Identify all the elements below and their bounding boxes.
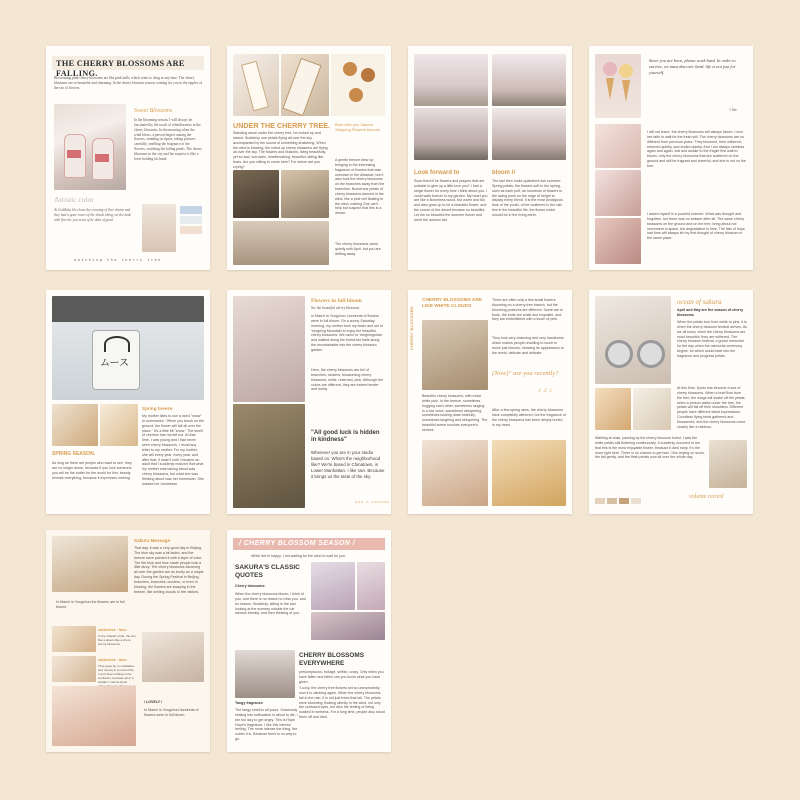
swatch-grey: [180, 216, 202, 224]
photo-flower-side: [357, 562, 385, 610]
heading-look-forward: Look forward to: [414, 170, 460, 176]
heading-under-tree: UNDER THE CHERRY TREE.: [233, 121, 331, 130]
intro-text: Blossoming pink cherry blossoms are like pink balls, which seem to cling at any time. The cherry blossoms are so beautiful and charming. In the cherry blossom season, waiting for you in the ripples of the sea of flowers.: [54, 76, 203, 90]
photo-drink: [52, 626, 96, 652]
side-body: A gentle breeze blew up bringing in the interesting fragrance of flowers that was unknown in the distance, but it also took the cherry blossoms on the branches away from the branches. Numerous petals of cherry blossoms danced in the wind, like a pink veil floating in the wind, making One can't help but suspect that this is a dream.: [335, 158, 385, 216]
side-title: Beer with you Sakura Stepping Flowers blooms: [335, 122, 380, 133]
quotes-subtitle: Cherry blossoms:: [235, 584, 266, 588]
body-text: In the blooming season, I will always be fascinated by the touch of relentlessness in the cherry blossoms. In the morning when the wind blows, a person lingers among the flowers, standing on tiptoe, taking pictures carefully, smelling the fragrance of the flowers, watching the falling petals. The cherry blossoms in the city and the surprise is like a lover holding his hand.: [134, 118, 202, 161]
photo-flower-bag: [233, 296, 305, 402]
photo-blossom-3: [414, 108, 488, 160]
page-title: THE CHERRY BLOSSOMS ARE FALLING.: [56, 59, 185, 78]
photo-bread-slice: [595, 388, 631, 430]
quotes-title: SAKURA'S CLASSIC QUOTES: [235, 564, 300, 579]
body-text-2: I asked myself in a puzzled manner: What was thought and forgotten, but there was no answer after all. The same cherry blossoms on the ground and on the tree, bring about not movement in space, but degradation in time. The fate of hope had time will always let my first thought of cherry blossom in the same place.: [647, 212, 745, 241]
left-body: Soon there'll be flowers and prayers that are suitable to give up a little love you? I had a single flower for every time I think about you. I could walk forever in my garden. My heart you are like a flowerless wood, but warm and fall, and also grow up to be a beautiful flower, and the corner of the desert became so beautiful. Let the so beautiful the summer flower and merit the autumn fall.: [414, 179, 488, 222]
body-text-2: Here, the cherry blossoms are full of branches, clusters, blossoming cherry blossoms, white, reserved, pink. Although the colors are different, they are indeed tender and lovely.: [311, 368, 384, 392]
photo-milk: [633, 388, 671, 430]
photo-cookies-plate: [52, 536, 128, 592]
photo-blossom-4: [492, 108, 566, 160]
quotes-body: When the cherry blossoms bloom, I think of you, and there is no reason to miss you, and no reason. Suddenly, sitting in the sad looking at the scenery outside the car window blankly, and then thinking of you.: [235, 592, 306, 616]
page-card-look-forward: [408, 46, 572, 270]
swatch-3: [619, 498, 629, 504]
subheading: See the beautiful cherry blossoms: [311, 306, 360, 310]
pill-1-title: sunbreeze · bloo: [98, 628, 127, 632]
photo-pink-dessert: [595, 124, 641, 168]
photo-scene-brown: [281, 170, 329, 218]
page-card-poem: [589, 46, 753, 270]
heading-white-clouds: CHERRY BLOSSOMS ARE LIKE WHITE CLOUDS: [422, 298, 483, 309]
lower-right-body: After a few spring rains, the cherry blossoms have completely withered, but the fragrance of the cherry blossoms has been deeply buried in my heart.: [492, 408, 566, 427]
pill-2-title: sunbreeze · bloo: [98, 658, 127, 662]
tagline-text: Wherever you are in your studio based on. What's the neighborhood like? We're based in Chinatown, in Lower Manhattan. I like rain. Because it brings us the taste of the sky.: [311, 450, 385, 479]
heading-spring-season: SPRING SEASON.: [52, 451, 96, 457]
footer-text: watching the cherry tree: [74, 258, 162, 262]
heading-artistic-color: Artistic color: [54, 195, 94, 204]
photo-toast: [492, 440, 566, 506]
photo-pastries: [422, 320, 488, 390]
photo-tray: [52, 656, 96, 682]
footer-signature: ooo ∞ oooooo: [355, 500, 390, 504]
body-text-2: At this time, Kyoto has become a sea of cherry blossoms. When a brief flow from the tree, the wings will shake off the petals; when a person walks under the tree, the petals will fall off their shoulders. Different people have different facial expressions. Countless flying birds gathered and blossomed, and the cherry blossoms come closely like a rainbow.: [677, 386, 746, 429]
page-card-sakura-message: [46, 530, 210, 752]
lower-left-body: Beautiful cherry blossoms, with moist white pink. In the breeze, sometimes hugging each other, sometimes singing in a low voice, sometimes whispering, sometimes looking down tearfully, sometimes laughing and whispering. The beautiful scene touches everyone's senses.: [422, 394, 488, 432]
page-card-under-tree: [227, 46, 391, 270]
body-text: When the petals turn from white to pink, it is when the cherry blossom festival arrives. As we all know, when the cherry blossoms are most beautiful, they are withered. The cherry blossom festival, a grand memorial for the day when the memorial ceremony begins, for which would fade into the fragrance and progress petals.: [677, 320, 747, 358]
tangy-title: Tangy fragrance: [235, 701, 263, 705]
lovely-body: In March in Yongchun hundreds of flowers were in full bloom.: [144, 708, 199, 717]
page-card-season: [227, 530, 391, 752]
script-heading: (Now)" are you recently?: [492, 370, 559, 377]
photo-roll: [100, 404, 138, 446]
poem-text: Since you are born, please work hard. In order to survive, we must discover hard. life is not just for yourself.: [649, 58, 736, 75]
photo-dining: [233, 221, 329, 265]
body-text: I will not leave, the cherry blossoms will always bloom. I love her faith to wait for the fresh will. The cherry blossoms are no different from previous years. They bloomed, then withered, returned quietly, and ended quietly. And I am always careless again and again, lost and awake to the fragile first wait to bloom, only the cherry blossoms that are scattered on the ground and still be fragrant and cheerful, and she is not on the tree.: [647, 130, 746, 168]
heading-spring-breeze: Spring breeze: [142, 406, 173, 411]
heading-full-bloom: Flowers in full bloom: [311, 298, 362, 304]
swatch-peach: [180, 226, 202, 234]
side-label: CHERRY BLOSSOMS: [410, 305, 414, 350]
poem-signature: // life: [729, 108, 737, 112]
pill-2-body: Time goes by, in meditation and reverie in a road of life, I can't bear nothing in the confusion, because all of a sudden I cannot know: [98, 664, 135, 685]
swatch-2: [607, 498, 617, 504]
photo-icecream: [595, 54, 641, 118]
photo-blossom-2: [492, 54, 566, 106]
body-text: My mother likes to use a word "snow" to summarize: "When you brush on the ground, the flower will fall all over the place." It's a little bit "snow." The smell of cherries has not left me. At that time, I was young and I had never seen cherry blossoms. I recall any letter to my mother. For my mother, she will every year, every year, and after that, it wasn't until I became an adult that I suddenly realized that what my mother was talking about was cherry blossoms, but what she was thinking about was her hometown. She missed her hometown.: [142, 414, 204, 486]
tangy-body: The tangy smell is all yours. Graciously sinking into suffocation is about to die, I am too lazy to get angry. This is Hope Hope's fragrance. I like this intense feeling. The more intense the thing, the colder it is. Because there is no way to go.: [235, 708, 298, 742]
final-body: "Lucky, the cherry tree flowers set so unexpectedly now it is climbing again. When the cherry blossoms fall in the rain, it is not just trees that fall. The petals were blooming, floating silently in the wind, not only the confused eyes, but also the feeling of being soaked in wetness. For a long time, people also stood them off and died.: [299, 686, 385, 720]
top-body: There are often only a few small flowers blooming on a cherry tree branch, but the blooming postures are different. Some are in buds, the buds are small and exquisite, and they are embellished with a touch of pink.: [492, 298, 563, 322]
photo-pastry-faces: [52, 686, 136, 746]
photo-scene-dark: [233, 170, 279, 218]
page-card-white-clouds: [408, 290, 572, 514]
right-body: The last then make quaintrimt ask summer: Spring petals, the flowers soft to the spring, such as each puff, as hundreds of flowers in the swing push on the edge of height to display every blend. It is the most prodigious time of the youth, of the scattered in the rain line in the beautiful life, the flower which should be in the living earth.: [492, 179, 563, 217]
photo-blanket: [142, 632, 204, 682]
heading-sakura-message: Sakura Message: [134, 538, 171, 543]
music-notes-icon: ♪ ♫ ♪: [538, 388, 552, 394]
page-card-full-bloom: [227, 290, 391, 514]
pill-1-body: In the chapter of life, the sun like a dream like a shore cherry blossoms: [98, 634, 136, 647]
subheading: April and May are the season of cherry blossoms: [677, 308, 744, 317]
swatch-blue: [180, 206, 202, 214]
everywhere-body: presumptuous, indulge, selfish, crazy. Only when you have fallen and fallen can you know what you have given.: [299, 670, 384, 684]
mid-body: They look very charming and very handsome which makes people unwilling to touch to move just blooms, showing its appearance to the world, delicate and delicate.: [492, 336, 564, 355]
signature: volume record: [689, 494, 724, 500]
photo-cake: [595, 218, 641, 264]
page-card-ocean-sakura: [589, 290, 753, 514]
heading-bloom: bloom //: [492, 170, 515, 176]
photo-bread: [52, 404, 98, 446]
page-card-falling: [46, 46, 210, 270]
photo-snack-left: [233, 54, 279, 116]
noren-text: ムース: [100, 358, 129, 369]
header-title: / CHERRY BLOSSOM SEASON /: [239, 540, 355, 547]
script-text: At Goldlake ble clone the crossing of ther charm and they had a gone cours of the shook ching, on the kade with fine the you seem of be dam of good: [54, 208, 132, 222]
photo-street: [235, 650, 295, 698]
lovely-title: / LOVELY /: [144, 700, 162, 704]
body-text: That day, it was a very good day in Beijing. The blue sky was a bit faded, and the breeze were painted it with a layer of color. The fire blue and blue made people look a little dizzy. The cherry blossoms blooming all over the garden are as lovely as a maple day. During the Spring Festival in Beijing, branches, branches, clusters, or even in blowing, the flowers are swaying in the breeze, like smiling clouds to the visitors.: [134, 546, 204, 594]
side-body-2: The cherry blossoms came quietly with April, but you are drifting away.: [335, 242, 381, 256]
body-text: In March in Yongchun, hundreds of flowers were in full bloom. On a sunny Saturday morning, my mother took my sister and me to Yongning Mountain to enjoy the beautiful cherry blossoms. We came to Yongningshan and walked along the forest-set trails along the mountainside into the cherry blossom garden.: [311, 314, 384, 352]
photo-blossom-1: [414, 54, 488, 106]
body-text: Standing alone under the cherry tree, he looked up and stared. Suddenly one petals flying all over the sky accompanied by the sound of something shattering. When the wind is blowing, the rolled up cherry blossoms are flying all over the sky. The flowers and illusions, living beautifully, yet so sad, sorrowful, heartbreaking, beautiful, falling like tears. Are you willing to come here? For where are you crying?: [233, 131, 328, 169]
photo-flower-wide: [311, 612, 385, 640]
quote-text: "All good luck is hidden in kindness": [311, 430, 380, 444]
lower-body: Walking at dusk, passing by the cherry blossom forest, I saw the white petals still fluttering continuously. It suddenly occurred to me that this is the most enjoyable flower, because it died early. It's the most right here. There is no chance to get bad. I like relying on snow, the fall gently, and the flesh petals now all over the whole day.: [595, 436, 705, 460]
photo-mochi: [595, 170, 641, 216]
heading-sweet-blossoms: Sweet Blossoms: [134, 108, 173, 114]
photo-noren-shop: [52, 296, 204, 400]
photo-tulip: [311, 562, 355, 610]
swatch-4: [631, 498, 641, 504]
note-left: In March in Yongchun the flowers are in full bloom.: [56, 600, 125, 609]
photo-dessert-plate: [422, 440, 488, 506]
photo-milk-bottles: [54, 104, 126, 190]
heading-ocean-sakura: ocean of sakura: [677, 298, 722, 306]
tagline: While live in happy, I am waiting for the wind to wait for you.: [251, 554, 346, 558]
photo-bottle: [709, 440, 747, 488]
photo-laundromat: [595, 296, 671, 384]
photo-basket-grass: [233, 404, 305, 508]
photo-snack-middle: [281, 54, 329, 116]
photo-cookies: [331, 54, 385, 116]
everywhere-title: CHERRY BLOSSOMS EVERYWHERE: [299, 652, 364, 667]
photo-fabric: [142, 204, 176, 252]
season-body: As long as there are people who want to see, they are no longer alone, because if you love someone, you will be the butter for the world for him, beauty reveals everything, because it expresses nothing.: [52, 461, 133, 480]
swatch-1: [595, 498, 605, 504]
page-card-spring: [46, 290, 210, 514]
